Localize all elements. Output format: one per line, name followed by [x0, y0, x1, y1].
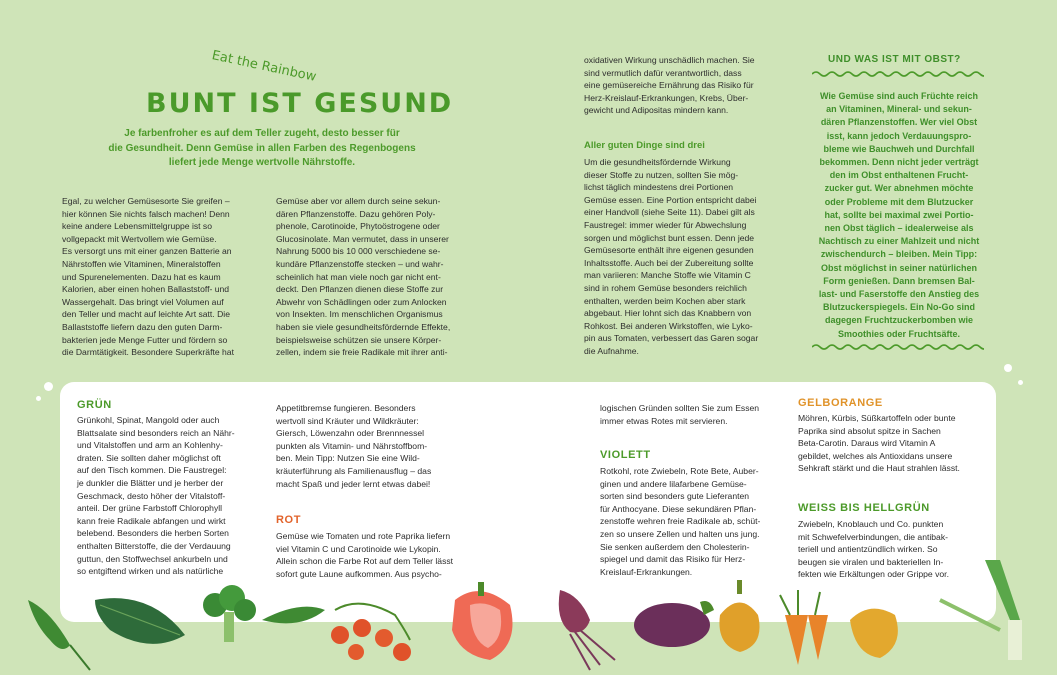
decor-dot: [1018, 380, 1023, 385]
category-text-violet: Rotkohl, rote Zwiebeln, Rote Bete, Auber- ginen und andere lilafarbene Gemüse- sorten sind besonders gute Lieferanten für Anthocyane. Diese sekundären Pflan- zenstoffe wehren freie Radikale ab, schüt- zen so unsere Zellen und halten uns jung. Sie senken außerdem den Cholesterin- spiegel und damit das Risiko für Herz- Kreislauf-Erkrankungen.: [600, 466, 761, 577]
section-heading: Aller guten Dinge sind drei: [584, 140, 705, 151]
leek-icon: [940, 560, 1022, 660]
wave-divider-bottom: [812, 343, 984, 351]
kale-icon: [28, 600, 90, 670]
yellow-pepper-icon: [850, 609, 898, 658]
category-heading-violet: VIOLETT: [600, 449, 651, 461]
category-heading-yellow-orange: GELBORANGE: [798, 397, 883, 409]
pumpkin-icon: [719, 580, 759, 652]
decor-dot: [1004, 364, 1012, 372]
tomatoes-icon: [331, 604, 411, 661]
decor-dot: [44, 382, 53, 391]
category-heading-red: ROT: [276, 514, 302, 526]
red-onion-icon: [559, 590, 615, 670]
vegetable-illustrations: [0, 560, 1057, 675]
eggplant-icon: [634, 601, 714, 647]
text-column-2: Gemüse aber vor allem durch seine sekun- dären Pflanzenstoffe. Dazu gehören Poly- phenole, Carotinoide, Phytoöstrogene oder Glucosinolate. Man vermutet, dass in unserer Nahrung 5000 bis 10 000 verschiedene se- kundäre Pflanzenstoffe stecken – und wahr- scheinlich hat man viele noch gar nicht ent- deckt. Den Pflanzen dienen diese Stoffe zur Abwehr von Schädlingen oder zum Anlocken von Insekten. Im menschlichen Organismus haben sie viele gesundheitsfördernde Effekte, beispielsweise schützen sie unsere Körper- zellen, indem sie freie Radikale mit ihrer anti-: [276, 196, 451, 358]
category-text-red: Gemüse wie Tomaten und rote Paprika liefern viel Vitamin C und Carotinoide wie Lykopin. Allein schon die Farbe Rot auf dem Teller lässt sofort gute Laune aufkommen. Aus psycho-: [276, 531, 454, 579]
category-text-green-continued: Appetitbremse fungieren. Besonders wertvoll sind Kräuter und Wildkräuter: Giersch, Löwenzahn oder Brennnessel punkten als Vitamin- und Nährstoffbom- ben. Mein Tipp: Nutzen Sie eine Wild- kräuterführung als Familienausflug – das macht Spaß und jeder lernt etwas dabei!: [276, 403, 432, 489]
herb-leaf-icon: [262, 607, 325, 624]
text-column-3-body: Um die gesundheitsfördernde Wirkung dieser Stoffe zu nutzen, sollten Sie mög- lichst täglich mindestens drei Portionen Gemüse essen. Eine Portion entspricht dabei einer Handvoll (siehe Seite 11). Dabei gilt als Faustregel: immer wieder für Abwechslung sorgen und möglichst bunt essen. Denn jede Gemüsesorte enthält ihre eigenen gesunden Inhaltsstoffe. Auch bei der Zubereitung sollte man variieren: Manche Stoffe wie Vitamin C sind in rohem Gemüse besonders reichlich enthalten, werden beim Kochen aber stark abgebaut. Hier lohnt sich das Knabbern von Rohkost. Bei anderen Wirkstoffen, wie Lyko- pin aus Tomaten, verbessert das Garen sogar die Aufnahme.: [584, 157, 759, 356]
wave-divider-top: [812, 70, 984, 78]
intro-text: Je farbenfroher es auf dem Teller zugeht, desto besser für die Gesundheit. Denn Gemüse in allen Farben des Regenbogens liefert jede Menge wertvolle Nährstoffe.: [108, 128, 416, 168]
bell-pepper-icon: [452, 582, 513, 660]
text-column-1: Egal, zu welcher Gemüsesorte Sie greifen – hier können Sie nichts falsch machen! Denn keine andere Lebensmittelgruppe ist so vollgepackt mit Wertvollem wie Gemüse. Es versorgt uns mit einer ganzen Batterie an Nährstoffen wie Vitaminen, Mineralstoffen und Spurenelementen. Dazu hat es kaum Kalorien, aber einen hohen Ballaststoff- und Wassergehalt. Das bringt viel Volumen auf den Teller und macht auf leichte Art satt. Die Ballaststoffe liefern dazu den guten Darm- bakterien jede Menge Futter und fördern so die Darmtätigkeit. Besondere Superkräfte hat: [62, 196, 234, 358]
broccoli-icon: [203, 585, 256, 642]
category-text-yellow-orange: Möhren, Kürbis, Süßkartoffeln oder bunte Paprika sind absolut spitze in Sachen Beta-Carotin. Daraus wird Vitamin A gebildet, welches als Antioxidans unsere Sehkraft stärkt und die Haut strahlen lässt.: [798, 413, 960, 474]
category-heading-white: WEISS BIS HELLGRÜN: [798, 502, 930, 514]
category-text-red-continued: logischen Gründen sollten Sie zum Essen immer etwas Rotes mit servieren.: [600, 403, 760, 426]
page-title: BUNT IST GESUND: [146, 88, 454, 119]
sidebar-text: Wie Gemüse sind auch Früchte reich an Vitaminen, Mineral- und sekun- dären Pflanzenstoffen. Wer viel Obst isst, kann jedoch Verdauungspro- bleme wie Bauchweh und Durchfall bekommen. Denn nicht jeder verträgt den im Obst enthaltenen Frucht- zucker gut. Wer abnehmen möchte oder Probleme mit dem Blutzucker hat, sollte bei maximal zwei Portio- nen Obst täglich – idealerweise als Nachtisch zu einer Mahlzeit und nicht zwischendurch – bleiben. Mein Tipp: Obst möglichst in seiner natürlichen Form genießen. Dann bremsen Bal- last- und Faserstoffe den Anstieg des Blutzuckerspiegels. Ein No-Go sind dagegen Fruchtzuckerbomben wie Smoothies oder Fruchtsäfte.: [818, 91, 980, 339]
carrots-icon: [780, 590, 828, 665]
category-text-white: Zwiebeln, Knoblauch und Co. punkten mit Schwefelverbindungen, die antibak- teriell und antientzündlich wirken. So beugen sie viralen und bakteriellen In- fekten wie Erkältungen oder Grippe vor.: [798, 519, 949, 580]
spinach-leaf-icon: [95, 598, 185, 644]
decor-dot: [36, 396, 41, 401]
tagline: Eat the Rainbow: [210, 48, 318, 85]
sidebar-heading: UND WAS IST MIT OBST?: [828, 54, 961, 65]
text-column-3-top: oxidativen Wirkung unschädlich machen. Sie sind vermutlich dafür verantwortlich, dass eine gemüsereiche Ernährung das Risiko für Herz-Kreislauf-Erkrankungen, Krebs, Über- gewicht und Adipositas mindern kann.: [584, 55, 755, 116]
category-heading-green: GRÜN: [77, 399, 112, 411]
category-text-green: Grünkohl, Spinat, Mangold oder auch Blattsalate sind besonders reich an Nähr- und Vitalstoffen und arm an Kohlenhy- draten. Sie sollten daher möglichst oft auf den Tisch kommen. Die Faustregel: je dunkler die Blätter und je herber der Geschmack, desto höher der Vitalstoff- anteil. Der grüne Farbstoff Chlorophyll kann freie Radikale abfangen und wirkt belebend. Besonders die herben Sorten enthalten Bitterstoffe, die der Verdauung guttun, den Stoffwechsel ankurbeln und so entgiftend wirken und als natürliche: [77, 415, 235, 577]
